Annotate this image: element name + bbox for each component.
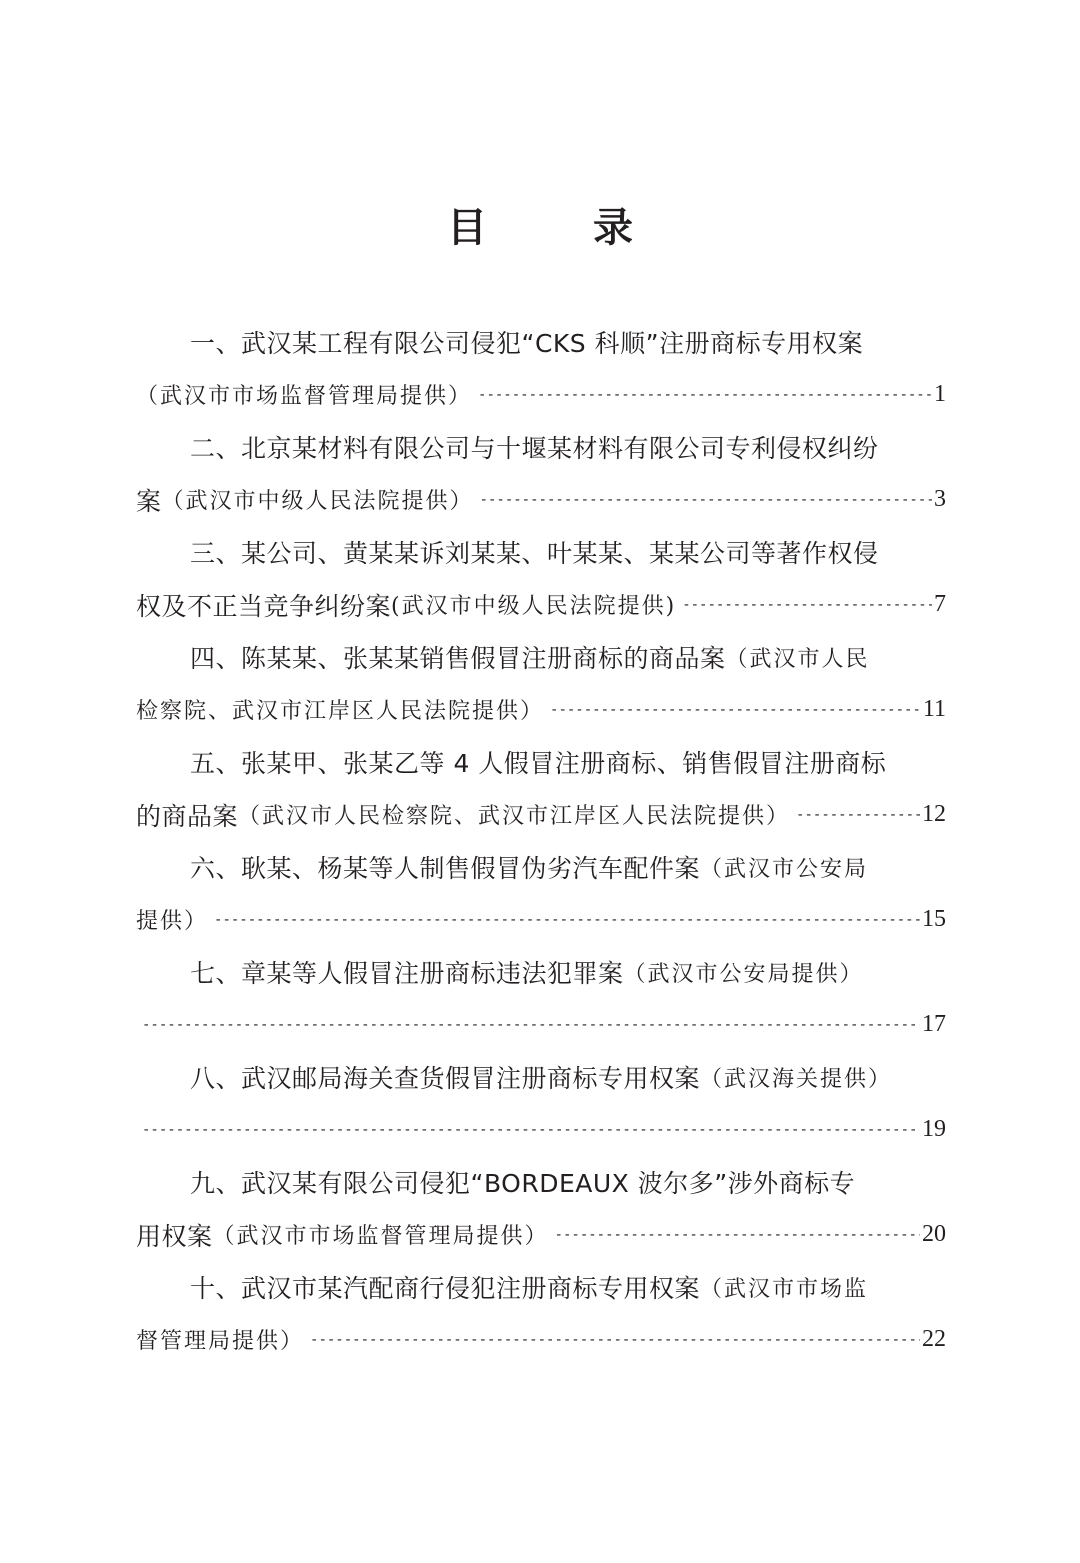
toc-entry-7-line-2[interactable] — [136, 999, 946, 1052]
dot-leader — [550, 702, 921, 718]
dot-leader — [796, 807, 920, 823]
toc-entry-1-line-2[interactable] — [136, 369, 946, 422]
toc-entry-7-line-1[interactable] — [136, 946, 946, 999]
toc-entry-10-line-2[interactable] — [136, 1314, 946, 1367]
toc-entry-3-line-1[interactable] — [136, 526, 946, 579]
toc-entry-title: 八、武汉邮局海关查货假冒注册商标专用权案 — [190, 1064, 701, 1094]
toc-entry-source-continued: 检察院、武汉市江岸区人民法院提供） — [136, 699, 545, 725]
dot-leader — [555, 1227, 920, 1243]
toc-entry-4-line-1[interactable] — [136, 631, 946, 684]
toc-entry-2-line-2[interactable] — [136, 474, 946, 527]
toc-entry-title-continued: 权及不正当竞争纠纷案 — [136, 591, 392, 621]
page-title: 目 录 — [447, 205, 679, 251]
toc-entry-source: （武汉市公安局 — [700, 856, 869, 882]
toc-page-number: 7 — [934, 591, 946, 618]
toc-entry-3-line-2[interactable] — [136, 579, 946, 632]
table-of-contents — [136, 316, 946, 1366]
toc-entry-9-line-1[interactable] — [136, 1156, 946, 1209]
toc-entry-source: （武汉市市场监督管理局提供） — [212, 1224, 549, 1250]
toc-entry-1-line-1[interactable] — [136, 316, 946, 369]
dot-leader — [480, 492, 932, 508]
toc-entry-title: 七、章某等人假冒注册商标违法犯罪案 — [190, 959, 624, 989]
toc-entry-source: （武汉市中级人民法院提供） — [161, 489, 474, 515]
toc-entry-5-line-2[interactable] — [136, 789, 946, 842]
toc-entry-title: 四、陈某某、张某某销售假冒注册商标的商品案 — [190, 644, 726, 674]
toc-entry-source-continued: 督管理局提供） — [136, 1329, 305, 1355]
toc-entry-10-line-1[interactable] — [136, 1261, 946, 1314]
toc-entry-title-continued: 用权案 — [136, 1221, 213, 1251]
toc-entry-source: （武汉市公安局提供） — [623, 961, 864, 987]
toc-entry-9-line-2[interactable] — [136, 1209, 946, 1262]
toc-entry-source: （武汉市人民 — [725, 646, 870, 672]
toc-entry-title: 五、张某甲、张某乙等 4 人假冒注册商标、销售假冒注册商标 — [190, 749, 887, 779]
toc-entry-8-line-2[interactable] — [136, 1104, 946, 1157]
toc-entry-title-continued: 案 — [136, 486, 162, 516]
toc-page-number: 11 — [922, 696, 946, 723]
toc-entry-8-line-1[interactable] — [136, 1051, 946, 1104]
toc-entry-title: 六、耿某、杨某等人制售假冒伪劣汽车配件案 — [190, 854, 701, 884]
toc-entry-title: 九、武汉某有限公司侵犯“BORDEAUX 波尔多”涉外商标专 — [190, 1169, 856, 1199]
toc-page-number: 15 — [922, 906, 946, 933]
toc-page-number: 3 — [934, 486, 946, 513]
toc-page-number: 20 — [922, 1221, 946, 1248]
toc-page-number: 22 — [922, 1326, 946, 1353]
toc-entry-source: （武汉市市场监督管理局提供） — [136, 384, 473, 410]
toc-entry-source: （武汉海关提供） — [700, 1066, 893, 1092]
toc-entry-source: （武汉市人民检察院、武汉市江岸区人民法院提供） — [238, 804, 791, 830]
toc-page-number: 19 — [922, 1116, 946, 1143]
toc-entry-source-continued: 提供） — [136, 909, 209, 935]
toc-entry-title: 三、某公司、黄某某诉刘某某、叶某某、某某公司等著作权侵 — [190, 539, 879, 569]
toc-entry-title: 二、北京某材料有限公司与十堰某材料有限公司专利侵权纠纷 — [190, 434, 879, 464]
toc-page-number: 12 — [922, 801, 946, 828]
toc-entry-source: （武汉市市场监 — [700, 1276, 869, 1302]
toc-entry-2-line-1[interactable] — [136, 421, 946, 474]
toc-entry-6-line-2[interactable] — [136, 894, 946, 947]
toc-page-number: 1 — [934, 381, 946, 408]
toc-entry-5-line-1[interactable] — [136, 736, 946, 789]
dot-leader — [478, 387, 932, 403]
toc-entry-title: 十、武汉市某汽配商行侵犯注册商标专用权案 — [190, 1274, 701, 1304]
dot-leader — [142, 1122, 920, 1138]
toc-entry-source: (武汉市中级人民法院提供) — [391, 594, 677, 620]
toc-entry-title: 一、武汉某工程有限公司侵犯“CKS 科顺”注册商标专用权案 — [190, 329, 864, 359]
toc-page-number: 17 — [922, 1011, 946, 1038]
dot-leader — [310, 1332, 920, 1348]
dot-leader — [214, 912, 920, 928]
toc-entry-title-continued: 的商品案 — [136, 801, 239, 831]
toc-entry-6-line-1[interactable] — [136, 841, 946, 894]
dot-leader — [682, 597, 932, 613]
toc-entry-4-line-2[interactable] — [136, 684, 946, 737]
dot-leader — [142, 1017, 920, 1033]
